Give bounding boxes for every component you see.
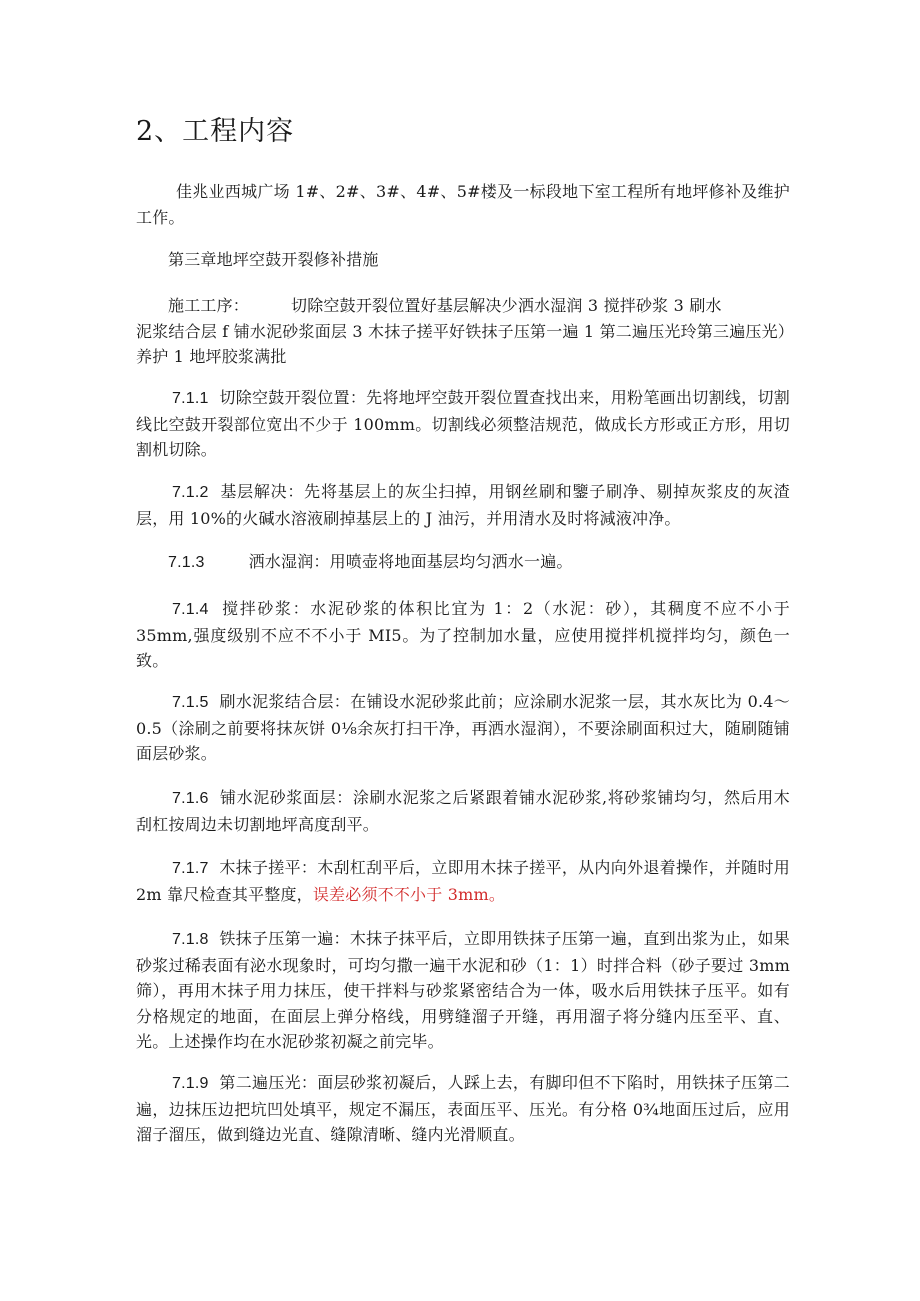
process-line-1: 施工工序： 切除空鼓开裂位置好基层解决少洒水湿润 3 搅拌砂浆 3 刷水: [168, 296, 722, 315]
step-number: 7.1.2: [172, 484, 209, 501]
step-text: 刷水泥浆结合层：在铺设水泥砂浆此前；应涂刷水泥浆一层，其水灰比为 0.4～0.5（涂刷之前要将抹灰饼 0⅛余灰打扫干净，再洒水湿润），不要涂刷面积过大，随刷随铺面层砂浆。: [136, 692, 790, 763]
step-text: 第二遍压光：面层砂浆初凝后，人踩上去，有脚印但不下陷时，用铁抹子压第二遍，边抹压边把坑凹处填平，规定不漏压，表面压平、压光。有分格 0¾地面压过后，应用溜子溜压，做到缝边光直、缝隙清晰、缝内光滑顺直。: [136, 1073, 790, 1144]
step-7-1-4: [136, 596, 790, 674]
step-text: 切除空鼓开裂位置：先将地坪空鼓开裂位置查找出来，用粉笔画出切割线，切割线比空鼓开裂部位宽出不少于 100mm。切割线必须整洁规范，做成长方形或正方形，用切割机切除。: [136, 388, 790, 459]
intro-paragraph: 佳兆业西城广场 1#、2#、3#、4#、5#楼及一标段地下室工程所有地坪修补及维护工作。: [136, 182, 790, 227]
step-text: 洒水湿润：用喷壶将地面基层均匀洒水一遍。: [248, 552, 573, 571]
step-number: 7.1.5: [172, 694, 209, 711]
step-text: 铁抹子压第一遍：木抹子抹平后，立即用铁抹子压第一遍，直到出浆为止，如果砂浆过稀表面有泌水现象时，可均匀撒一遍干水泥和砂（1：1）时拌合料（砂子要过 3mm 筛），再用木抹子用力抹压，使干拌料与砂浆紧密结合为一体，吸水后用铁抹子压平。如有分格规定的地面，在面层上弹分格线，用劈缝溜子开缝，再用溜子将分缝内压至平、直、光。上述操作均在水泥砂浆初凝之前完毕。: [136, 929, 790, 1051]
step-number: 7.1.4: [172, 601, 209, 618]
step-number: 7.1.9: [172, 1075, 209, 1092]
step-7-1-2: [136, 479, 790, 531]
process-paragraph: [136, 293, 790, 370]
step-number: 7.1.8: [172, 931, 209, 948]
step-number: 7.1.1: [172, 390, 209, 407]
step-number: 7.1.7: [172, 860, 209, 877]
step-7-1-5: [136, 689, 790, 767]
process-label: 施工工序：: [168, 296, 250, 315]
step-number: 7.1.3: [168, 554, 205, 571]
tolerance-warning: 误差必须不不小于 3mm。: [312, 884, 506, 904]
step-text: 搅拌砂浆：水泥砂浆的体积比宜为 1：2（水泥：砂），其稠度不应不小于 35mm,强度级别不应不不小于 MI5。为了控制加水量，应使用搅拌机搅拌均匀，颜色一致。: [136, 599, 790, 670]
chapter-title: 第三章地坪空鼓开裂修补措施: [168, 250, 379, 269]
step-text: 木抹子搓平：木刮杠刮平后，立即用木抹子搓平，从内向外退着操作，并随时用 2m 靠尺检查其平整度，: [136, 858, 790, 904]
section-heading: 2、工程内容: [136, 116, 295, 147]
step-7-1-8: [136, 926, 790, 1055]
process-line-2: 泥浆结合层 f 铺水泥砂浆面层 3 木抹子搓平好铁抹子压第一遍 1 第二遍压光玲第三遍压光）养护 1 地坪胶浆满批: [136, 321, 786, 366]
step-text: 铺水泥砂浆面层：涂刷水泥浆之后紧跟着铺水泥砂浆,将砂浆铺均匀，然后用木刮杠按周边未切割地坪高度刮平。: [136, 788, 790, 834]
step-7-1-1: [136, 385, 790, 463]
step-7-1-3: [136, 549, 790, 576]
step-number: 7.1.6: [172, 790, 209, 807]
step-7-1-9: [136, 1070, 790, 1148]
step-text: 基层解决：先将基层上的灰尘扫掉，用钢丝刷和鑒子刷净、剔掉灰浆皮的灰渣层，用 10%的火碱水溶液刷掉基层上的 J 油污，并用清水及时将減液冲净。: [136, 482, 790, 528]
step-7-1-7: [136, 855, 790, 907]
step-7-1-6: [136, 785, 790, 837]
